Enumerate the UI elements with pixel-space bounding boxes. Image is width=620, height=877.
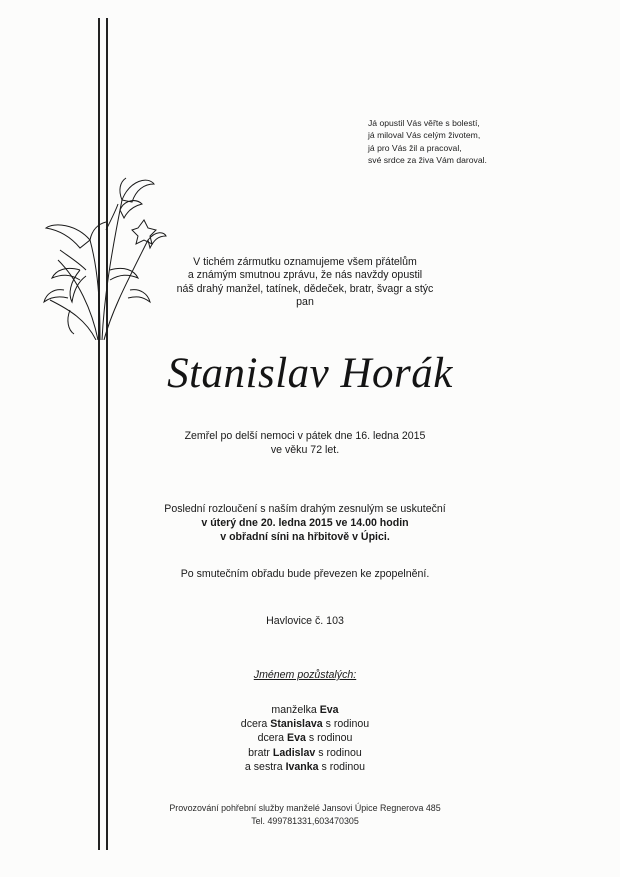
death-line: ve věku 72 let. (270, 443, 340, 456)
funeral-line: Poslední rozloučení s naším drahým zesnulým se uskuteční (164, 503, 446, 515)
funeral-place: v obřadní síni na hřbitově v Úpici. (220, 531, 390, 543)
intro-line: V tichém zármutku oznamujeme všem přátelům (193, 256, 417, 268)
funeral-info (110, 502, 500, 544)
footer-phone: Tel. 499781331,603470305 (251, 815, 359, 826)
survivor-item: dcera Stanislava s rodinou (240, 718, 370, 731)
poem-line: já pro Vás žil a pracoval, (368, 142, 462, 153)
poem-line: Já opustil Vás věřte s bolestí, (368, 118, 480, 128)
death-line: Zemřel po delší nemoci v pátek dne 16. ledna 2015 (184, 430, 426, 442)
intro-line: a známým smutnou zprávu, že nás navždy opustil (187, 269, 423, 282)
intro-line: pan (296, 296, 314, 309)
intro-line: náš drahý manžel, tatínek, dědeček, bratr, švagr a stýc (176, 282, 434, 295)
funeral-date: v úterý dne 20. ledna 2015 ve 14.00 hodin (201, 517, 409, 529)
poem-line: své srdce za živa Vám daroval. (368, 154, 487, 165)
announcement-intro (110, 256, 500, 310)
funeral-service-footer (110, 802, 500, 827)
poem (368, 117, 608, 166)
survivor-item: manželka Eva (271, 704, 339, 716)
death-notice (110, 430, 500, 457)
survivor-item: a sestra Ivanka s rodinou (244, 760, 366, 773)
survivor-item: bratr Ladislav s rodinou (248, 746, 362, 759)
vertical-rule-right (106, 18, 108, 850)
calla-lily-bouquet-icon (40, 170, 168, 340)
vertical-rule-left (98, 18, 100, 850)
cremation-note: Po smutečním obřadu bude převezen ke zpopelnění. (180, 568, 430, 580)
survivor-item: dcera Eva s rodinou (257, 732, 353, 745)
poem-line: já miloval Vás celým životem, (368, 130, 481, 141)
on-behalf-heading: Jménem pozůstalých: (253, 669, 357, 681)
footer-line: Provozování pohřební služby manželé Jansovi Úpice Regnerova 485 (169, 803, 441, 813)
deceased-name: Stanislav Horák (167, 350, 453, 397)
address: Havlovice č. 103 (266, 615, 344, 627)
survivors-list (110, 703, 500, 774)
